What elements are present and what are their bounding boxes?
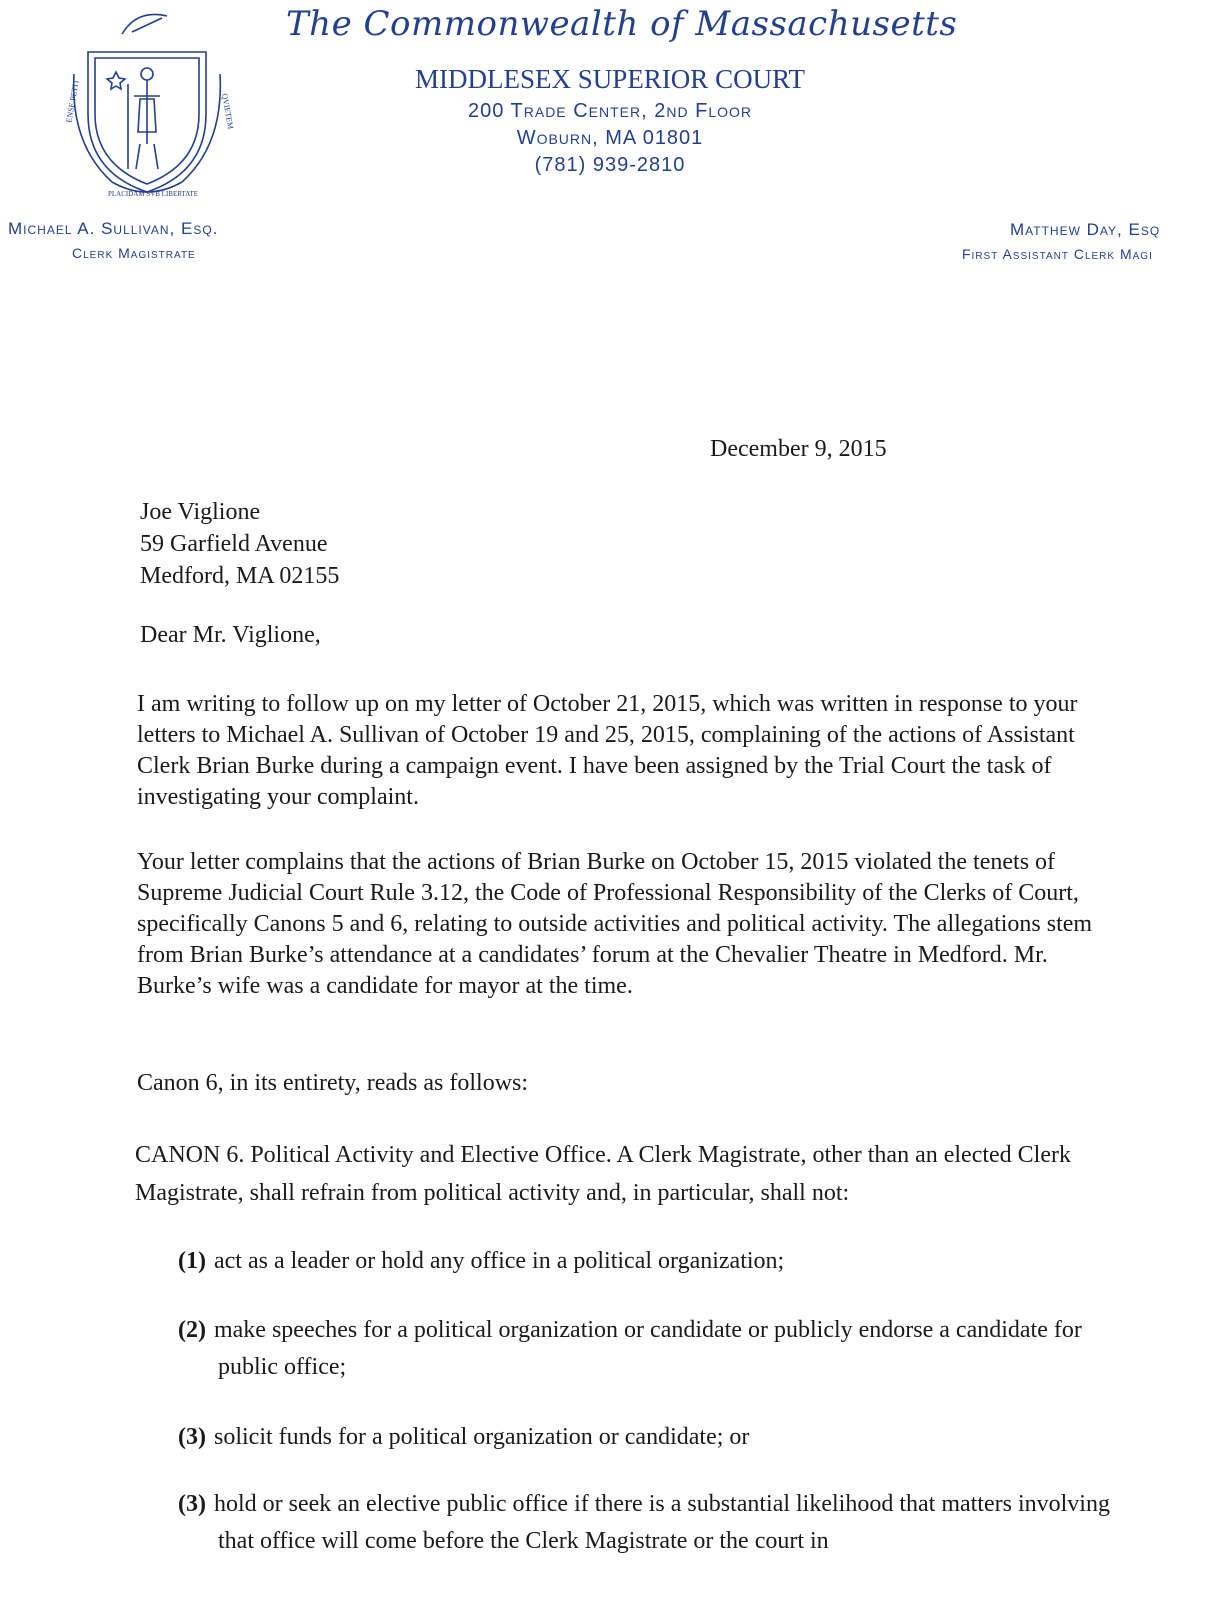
- canon-item-text: solicit funds for a political organization or candidate; or: [213, 1424, 750, 1450]
- canon-heading: CANON 6. Political Activity and Elective Office.: [135, 1142, 612, 1168]
- canon-item-number: (2): [178, 1317, 206, 1343]
- canon-item: [178, 1312, 1118, 1386]
- canon-body: A Clerk Magistrate, other than an elected Clerk Magistrate, shall refrain from political activity and, in particular, shall not:: [135, 1142, 1071, 1206]
- paragraph-3: Canon 6, in its entirety, reads as follows:: [137, 1070, 529, 1096]
- canon-item-number: (3): [178, 1424, 206, 1450]
- right-official-name: Matthew Day, Esq: [1010, 220, 1161, 239]
- recipient-city: Medford, MA 02155: [140, 563, 340, 589]
- canon-item: [178, 1419, 1118, 1456]
- recipient-street: 59 Garfield Avenue: [140, 531, 328, 557]
- court-name: MIDDLESEX SUPERIOR COURT: [415, 64, 805, 94]
- left-official-name: Michael A. Sullivan, Esq.: [8, 219, 219, 238]
- canon-item-text: act as a leader or hold any office in a political organization;: [213, 1248, 785, 1274]
- letter-date: December 9, 2015: [710, 436, 887, 462]
- left-official-title: Clerk Magistrate: [72, 245, 196, 261]
- court-phone: (781) 939-2810: [534, 154, 686, 176]
- seal-motto-right: QVIETEM: [220, 92, 236, 130]
- right-official-title: First Assistant Clerk Magi: [962, 246, 1153, 262]
- canon-item-text: hold or seek an elective public office if there is a substantial likelihood that matters involving that office will come before the Clerk Magistrate or the court in: [213, 1491, 1110, 1554]
- canon-item-number: (1): [178, 1248, 206, 1274]
- seal-motto-left: ENSE PETIT: [64, 78, 81, 124]
- state-title: The Commonwealth of Massachusetts: [286, 4, 958, 44]
- court-address-line2: Woburn, MA 01801: [516, 127, 704, 149]
- canon-item: [178, 1243, 1118, 1280]
- commonwealth-seal: [62, 4, 236, 204]
- canon-item-number: (3): [178, 1491, 206, 1517]
- recipient-address: [140, 496, 339, 592]
- recipient-name: Joe Viglione: [140, 499, 261, 525]
- paragraph-2: Your letter complains that the actions of Brian Burke on October 15, 2015 violated the tenets of Supreme Judicial Court Rule 3.12, the Code of Professional Responsibility of the Clerks of Court, specifically Canons 5 and 6, relating to outside activities and political activity. The allegations stem from Brian Burke’s attendance at a candidates’ forum at the Chevalier Theatre in Medford. Mr. Burke’s wife was a candidate for mayor at the time.: [137, 849, 1093, 999]
- court-address-line1: 200 Trade Center, 2nd Floor: [467, 100, 753, 122]
- salutation: Dear Mr. Viglione,: [140, 622, 321, 648]
- canon-item-text: make speeches for a political organization or candidate or publicly endorse a candidate for public office;: [213, 1317, 1082, 1380]
- paragraph-1: I am writing to follow up on my letter of October 21, 2015, which was written in response to your letters to Michael A. Sullivan of October 19 and 25, 2015, complaining of the actions of Assistant Clerk Brian Burke during a campaign event. I have been assigned by the Trial Court the task of investigating your complaint.: [137, 691, 1078, 810]
- canon-6-text: [135, 1136, 1100, 1212]
- canon-item: [178, 1486, 1118, 1560]
- seal-motto-bottom: PLACIDAM SVB LIBERTATE: [108, 190, 199, 198]
